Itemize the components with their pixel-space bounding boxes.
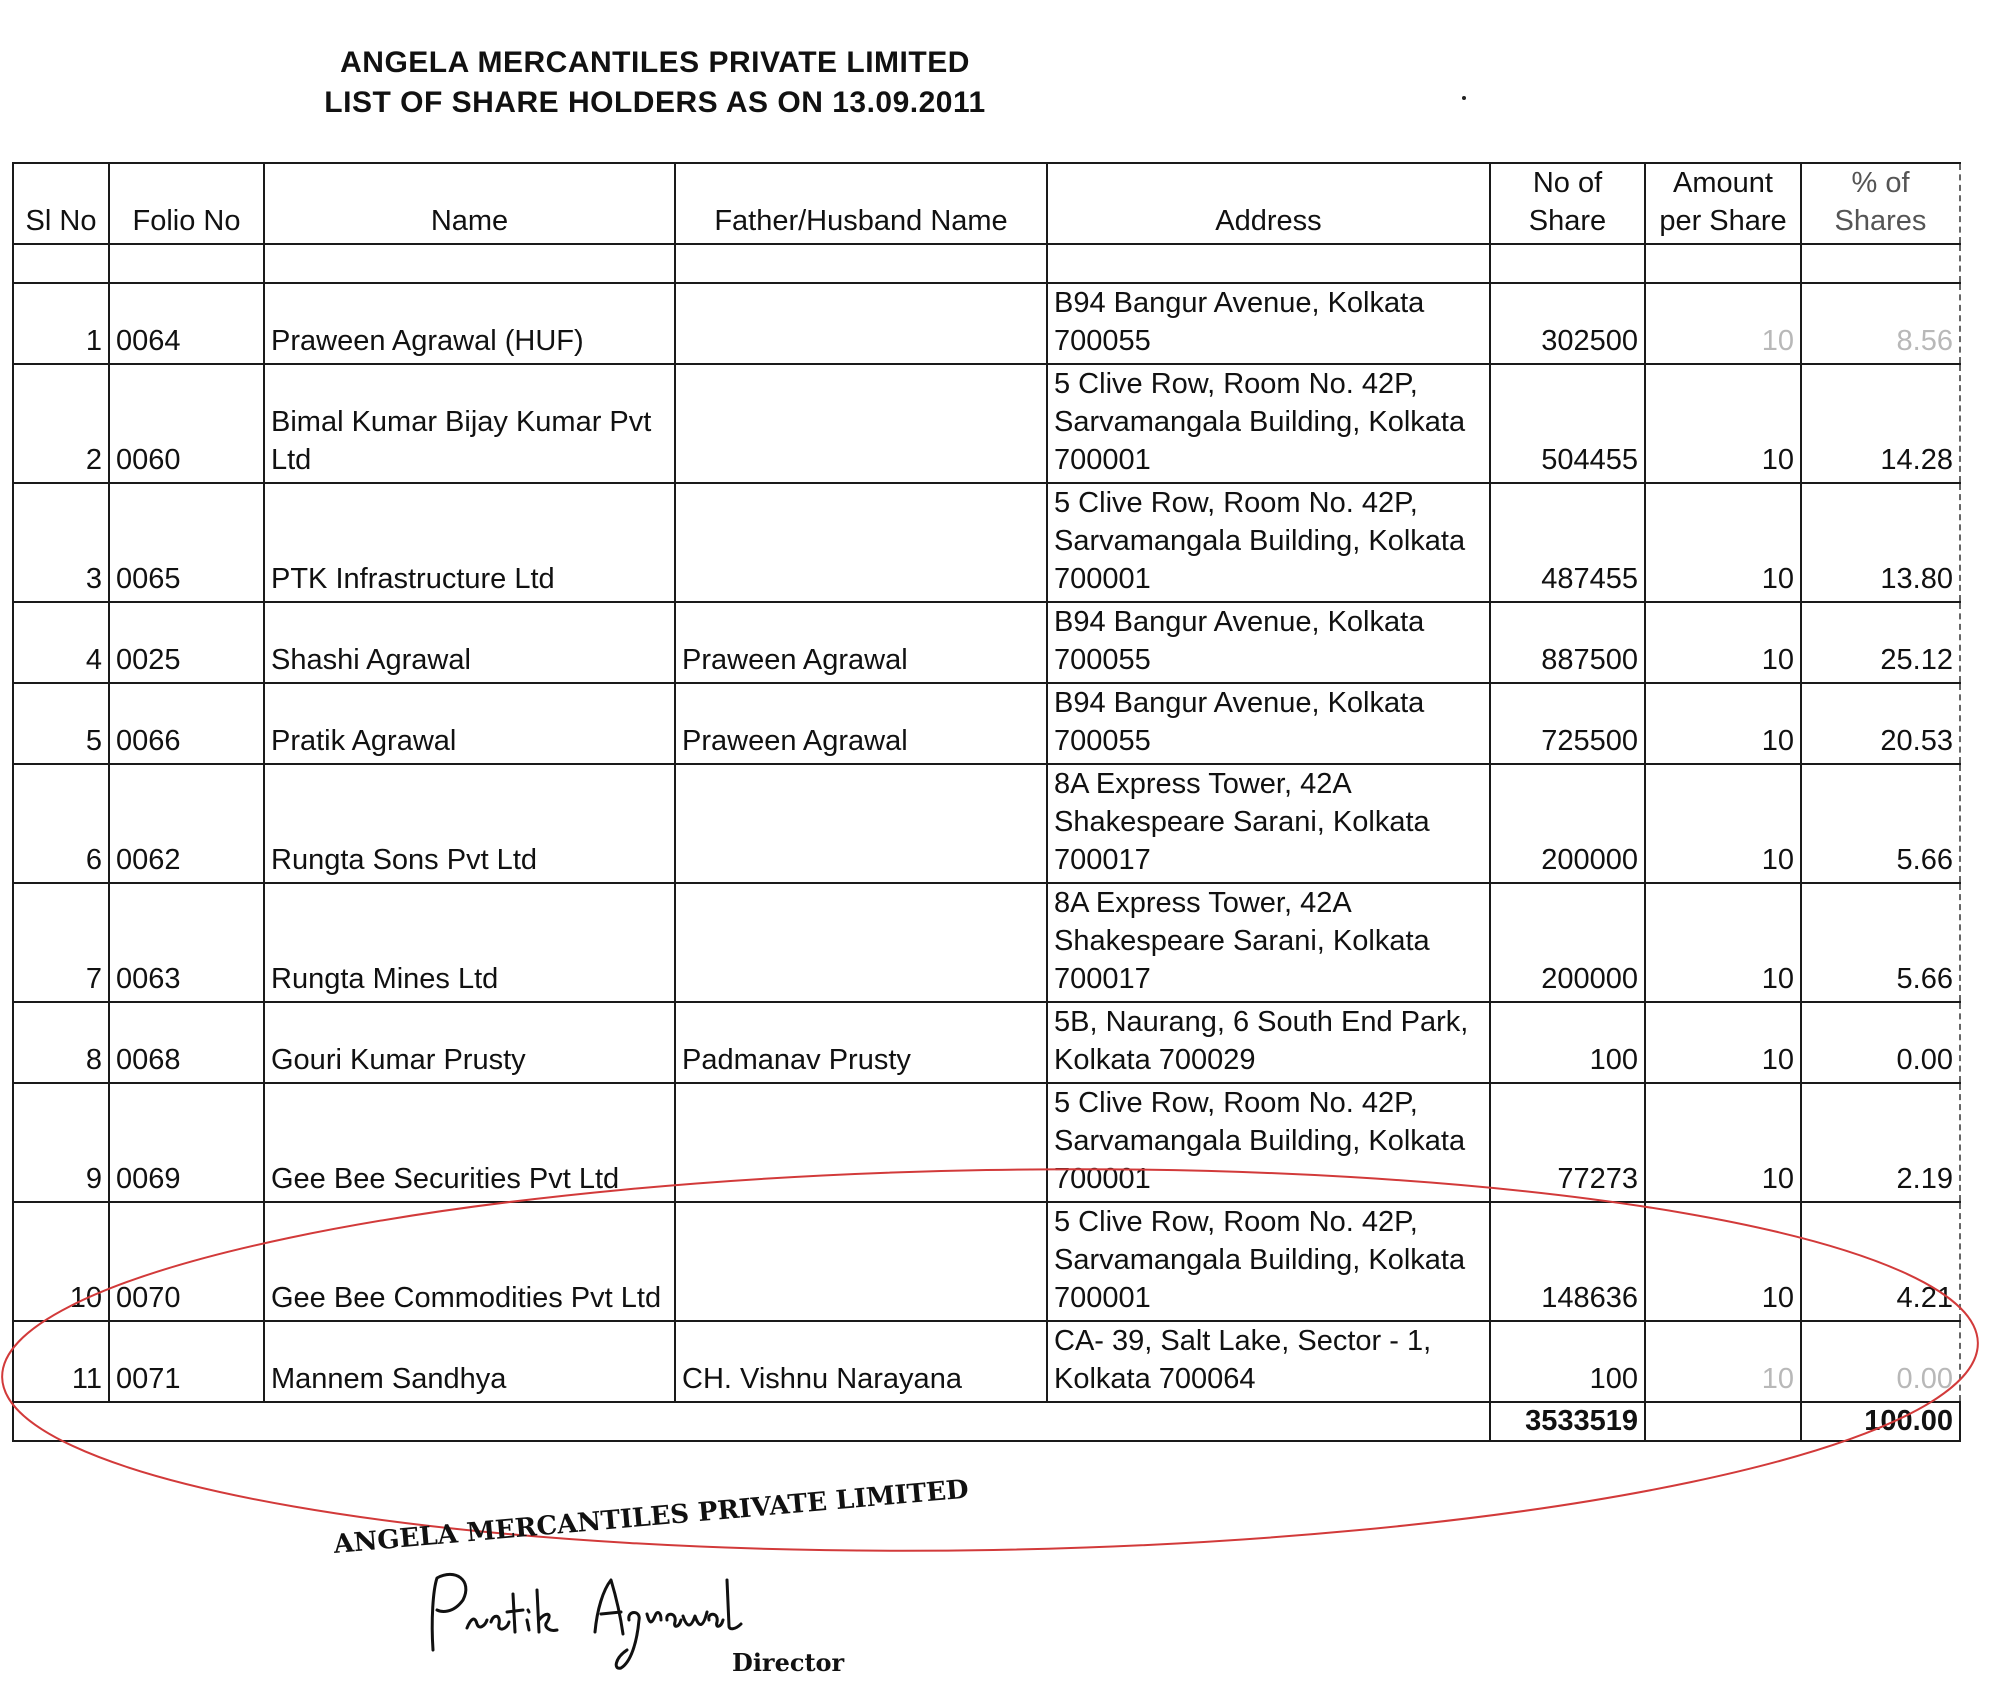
table-row: [13, 1321, 1960, 1402]
row-father-husband-name: [675, 483, 1047, 602]
row-sl-no: 9: [13, 1083, 109, 1202]
row-percent-of-shares: 5.66: [1801, 764, 1960, 883]
row-percent-of-shares: 4.21: [1801, 1202, 1960, 1321]
row-folio-no: 0066: [109, 683, 264, 764]
table-row: [13, 883, 1960, 1002]
row-father-husband-name: Praween Agrawal: [675, 602, 1047, 683]
header-percent-of-shares: % of Shares: [1801, 163, 1960, 244]
row-folio-no: 0064: [109, 283, 264, 364]
header-row: [13, 163, 1960, 244]
row-sl-no: 10: [13, 1202, 109, 1321]
row-father-husband-name: [675, 1202, 1047, 1321]
row-father-husband-name: Padmanav Prusty: [675, 1002, 1047, 1083]
row-no-of-share: 77273: [1490, 1083, 1645, 1202]
table-row: [13, 602, 1960, 683]
row-folio-no: 0063: [109, 883, 264, 1002]
row-father-husband-name: [675, 764, 1047, 883]
row-folio-no: 0065: [109, 483, 264, 602]
row-no-of-share: 148636: [1490, 1202, 1645, 1321]
row-sl-no: 8: [13, 1002, 109, 1083]
total-shares: 3533519: [1490, 1402, 1645, 1441]
row-name: Gee Bee Securities Pvt Ltd: [264, 1083, 675, 1202]
header-name: Name: [264, 163, 675, 244]
row-father-husband-name: [675, 364, 1047, 483]
row-name: Mannem Sandhya: [264, 1321, 675, 1402]
row-address: B94 Bangur Avenue, Kolkata 700055: [1047, 602, 1490, 683]
total-percent: 100.00: [1801, 1402, 1960, 1441]
table-row: [13, 1083, 1960, 1202]
row-father-husband-name: Praween Agrawal: [675, 683, 1047, 764]
row-no-of-share: 487455: [1490, 483, 1645, 602]
row-sl-no: 3: [13, 483, 109, 602]
row-name: Gouri Kumar Prusty: [264, 1002, 675, 1083]
row-name: PTK Infrastructure Ltd: [264, 483, 675, 602]
scan-speck: [1462, 96, 1466, 100]
table-row: [13, 364, 1960, 483]
row-address: 5B, Naurang, 6 South End Park, Kolkata 700029: [1047, 1002, 1490, 1083]
row-amount-per-share: 10: [1645, 602, 1801, 683]
row-amount-per-share: 10: [1645, 1002, 1801, 1083]
row-address: CA- 39, Salt Lake, Sector - 1, Kolkata 700064: [1047, 1321, 1490, 1402]
row-percent-of-shares: 25.12: [1801, 602, 1960, 683]
row-father-husband-name: [675, 883, 1047, 1002]
table-row: [13, 764, 1960, 883]
header-father-husband-name: Father/Husband Name: [675, 163, 1047, 244]
row-address: B94 Bangur Avenue, Kolkata 700055: [1047, 283, 1490, 364]
row-no-of-share: 725500: [1490, 683, 1645, 764]
header-sl-no: Sl No: [13, 163, 109, 244]
row-sl-no: 4: [13, 602, 109, 683]
row-sl-no: 7: [13, 883, 109, 1002]
row-sl-no: 6: [13, 764, 109, 883]
row-percent-of-shares: 13.80: [1801, 483, 1960, 602]
row-name: Praween Agrawal (HUF): [264, 283, 675, 364]
blank-row: [13, 244, 1960, 283]
header-address: Address: [1047, 163, 1490, 244]
row-percent-of-shares: 0.00: [1801, 1002, 1960, 1083]
document-subtitle: LIST OF SHARE HOLDERS AS ON 13.09.2011: [324, 86, 986, 119]
table-row: [13, 1202, 1960, 1321]
row-address: 5 Clive Row, Room No. 42P, Sarvamangala Building, Kolkata 700001: [1047, 483, 1490, 602]
row-amount-per-share: 10: [1645, 764, 1801, 883]
row-no-of-share: 100: [1490, 1002, 1645, 1083]
row-amount-per-share: 10: [1645, 483, 1801, 602]
row-amount-per-share: 10: [1645, 283, 1801, 364]
row-sl-no: 5: [13, 683, 109, 764]
row-no-of-share: 200000: [1490, 764, 1645, 883]
stamp-company-name: ANGELA MERCANTILES PRIVATE LIMITED: [332, 1474, 970, 1560]
row-folio-no: 0025: [109, 602, 264, 683]
row-amount-per-share: 10: [1645, 364, 1801, 483]
total-row: [13, 1402, 1960, 1441]
row-percent-of-shares: 14.28: [1801, 364, 1960, 483]
row-father-husband-name: [675, 1083, 1047, 1202]
row-name: Shashi Agrawal: [264, 602, 675, 683]
row-address: 5 Clive Row, Room No. 42P, Sarvamangala Building, Kolkata 700001: [1047, 364, 1490, 483]
row-percent-of-shares: 5.66: [1801, 883, 1960, 1002]
row-no-of-share: 200000: [1490, 883, 1645, 1002]
row-sl-no: 2: [13, 364, 109, 483]
row-name: Bimal Kumar Bijay Kumar Pvt Ltd: [264, 364, 675, 483]
row-address: 5 Clive Row, Room No. 42P, Sarvamangala Building, Kolkata 700001: [1047, 1083, 1490, 1202]
row-folio-no: 0070: [109, 1202, 264, 1321]
row-folio-no: 0060: [109, 364, 264, 483]
company-stamp: [332, 1474, 970, 1690]
row-name: Rungta Sons Pvt Ltd: [264, 764, 675, 883]
row-name: Rungta Mines Ltd: [264, 883, 675, 1002]
stamp-role: Director: [732, 1648, 845, 1677]
header-folio-no: Folio No: [109, 163, 264, 244]
row-folio-no: 0069: [109, 1083, 264, 1202]
row-address: B94 Bangur Avenue, Kolkata 700055: [1047, 683, 1490, 764]
row-father-husband-name: CH. Vishnu Narayana: [675, 1321, 1047, 1402]
row-sl-no: 11: [13, 1321, 109, 1402]
signature-pratik-agrawal: [415, 1550, 745, 1680]
shareholders-table: [12, 162, 1961, 1442]
row-amount-per-share: 10: [1645, 683, 1801, 764]
table-row: [13, 283, 1960, 364]
row-amount-per-share: 10: [1645, 1321, 1801, 1402]
row-father-husband-name: [675, 283, 1047, 364]
row-address: 8A Express Tower, 42A Shakespeare Sarani, Kolkata 700017: [1047, 883, 1490, 1002]
row-percent-of-shares: 20.53: [1801, 683, 1960, 764]
row-percent-of-shares: 8.56: [1801, 283, 1960, 364]
table-row: [13, 483, 1960, 602]
row-folio-no: 0062: [109, 764, 264, 883]
row-folio-no: 0068: [109, 1002, 264, 1083]
row-name: Pratik Agrawal: [264, 683, 675, 764]
row-no-of-share: 302500: [1490, 283, 1645, 364]
row-name: Gee Bee Commodities Pvt Ltd: [264, 1202, 675, 1321]
header-no-of-share: No of Share: [1490, 163, 1645, 244]
row-percent-of-shares: 2.19: [1801, 1083, 1960, 1202]
company-title: ANGELA MERCANTILES PRIVATE LIMITED: [340, 46, 970, 79]
row-amount-per-share: 10: [1645, 1202, 1801, 1321]
row-amount-per-share: 10: [1645, 1083, 1801, 1202]
table-row: [13, 1002, 1960, 1083]
header-amount-per-share: Amount per Share: [1645, 163, 1801, 244]
row-amount-per-share: 10: [1645, 883, 1801, 1002]
row-sl-no: 1: [13, 283, 109, 364]
row-percent-of-shares: 0.00: [1801, 1321, 1960, 1402]
table-row: [13, 683, 1960, 764]
row-no-of-share: 887500: [1490, 602, 1645, 683]
row-no-of-share: 100: [1490, 1321, 1645, 1402]
row-address: 5 Clive Row, Room No. 42P, Sarvamangala Building, Kolkata 700001: [1047, 1202, 1490, 1321]
row-folio-no: 0071: [109, 1321, 264, 1402]
row-address: 8A Express Tower, 42A Shakespeare Sarani, Kolkata 700017: [1047, 764, 1490, 883]
row-no-of-share: 504455: [1490, 364, 1645, 483]
